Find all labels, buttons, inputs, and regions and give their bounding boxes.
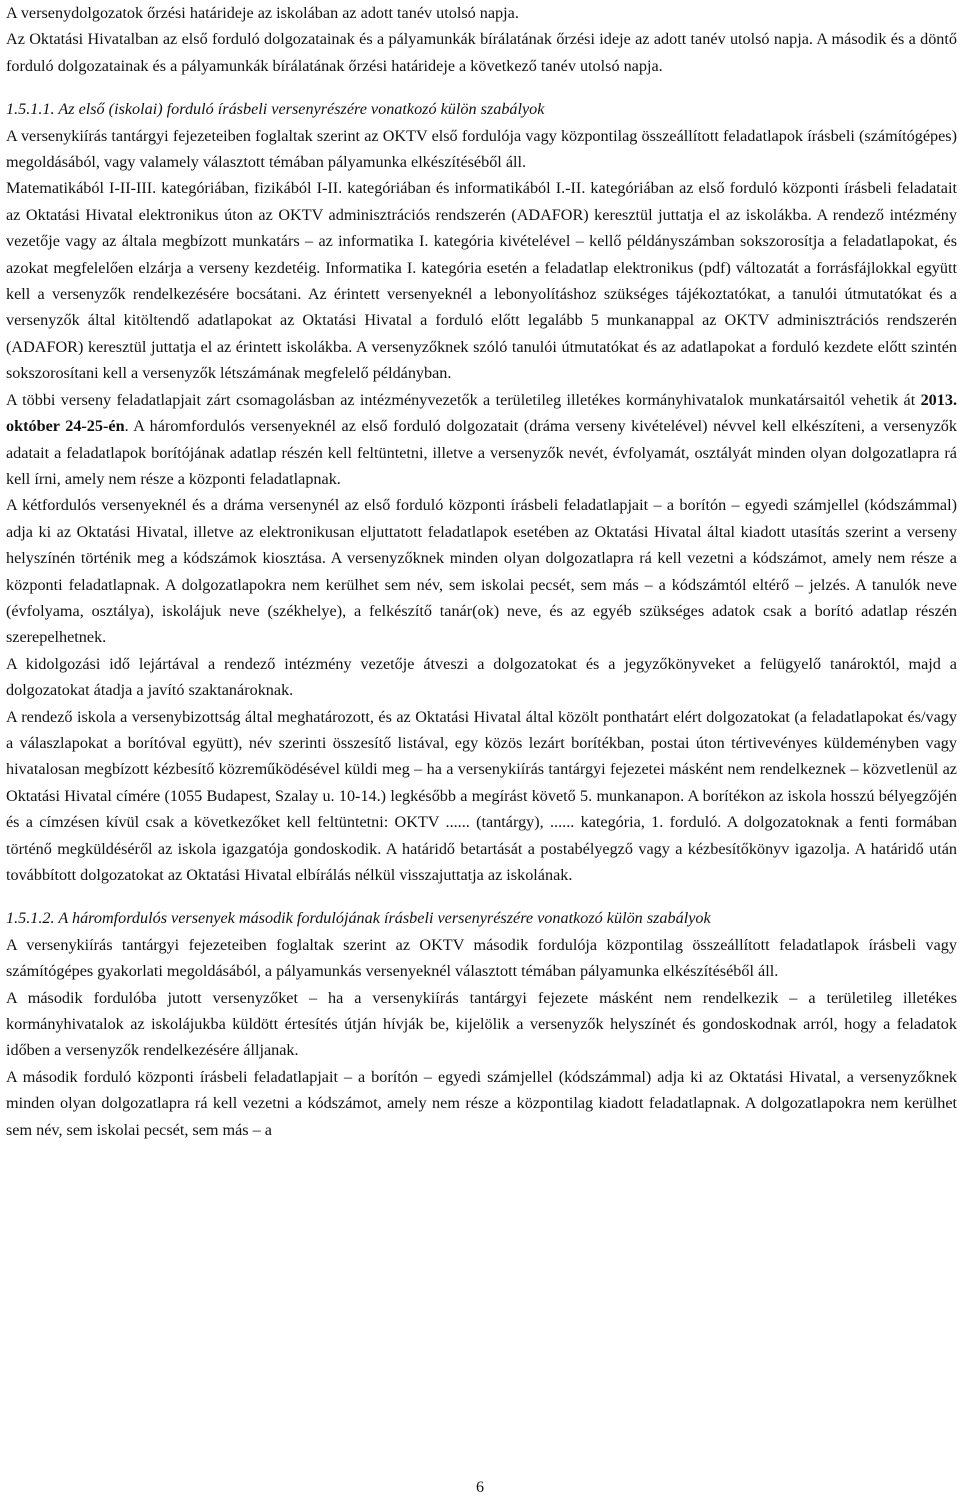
section-number: 1.5.1.2. <box>6 909 55 928</box>
paragraph-collection: A kidolgozási idő lejártával a rendező intézmény vezetője átveszi a dolgozatokat és a jegyzőkönyveket a felügyelő tanároktól, majd a dolgozatokat átadja a javító szaktanároknak. <box>6 654 957 700</box>
paragraph-second-round-invitation: A második fordulóba jutott versenyzőket – ha a versenykiírás tantárgyi fejezete másként nem rendelkezik – a területileg illetékes kormányhivatalok az iskolájukba küldött értesítés útján hívják be, kijelölik a versenyzők helyszínét és gondoskodnak arról, hogy a feladatok időben a versenyzők rendelkezésére álljanak. <box>6 988 957 1060</box>
deadline-date: 2013. október 24-25-én <box>6 390 957 436</box>
section-heading-1-5-1-2 <box>6 905 957 931</box>
section-heading-1-5-1-1 <box>6 96 957 122</box>
paragraph-second-round-format: A versenykiírás tantárgyi fejezeteiben foglaltak szerint az OKTV második fordulója központilag összeállított feladatlapok írásbeli vagy számítógépes gyakorlati megoldásából, a pályamunkás versenyeknél választott témában pályamunka elkészítéséből áll. <box>6 935 957 981</box>
paragraph-central-tasks: Matematikából I-II-III. kategóriában, fizikából I-II. kategóriában és informatikából I.-II. kategóriában az első forduló központi írásbeli feladatait az Oktatási Hivatal elektronikus úton az OKTV adminisztrációs rendszerén (ADAFOR) keresztül juttatja el az iskolákba. A rendező intézmény vezetője vagy az általa megbízott munkatárs – az informatika I. kategória kivételével – kellő példányszámban sokszorosítja a feladatlapokat, és azokat megfelelően elzárja a verseny kezdetéig. Informatika I. kategória esetén a feladatlap elektronikus (pdf) változatát a forrásfájlokkal együtt kell a versenyzők rendelkezésére bocsátani. Az érintett versenyeknél a lebonyolításhoz szükséges tájékoztatókat, a tanulói útmutatókat és a versenyzők által kitöltendő adatlapokat az Oktatási Hivatal a forduló előtt legalább 5 munkanappal az OKTV adminisztrációs rendszerén (ADAFOR) keresztül juttatja el az érintett iskolákba. A versenyzőknek szóló tanulói útmutatókat és az adatlapokat a forduló kezdete előtt szintén sokszorosítani kell a versenyzők létszámának megfelelő példányban. <box>6 179 957 383</box>
paragraph-other-competitions: A többi verseny feladatlapjait zárt csomagolásban az intézményvezetők a területileg illetékes kormányhivatalok munkatársaitól vehetik át 2013. október 24-25-én. A háromfordulós versenyeknél az első forduló dolgozatait (dráma verseny kivételével) névvel kell elkészíteni, a versenyzők adatait a feladatlapok borítójának adatlap részén kell feltüntetni, illetve a versenyzők nevét, évfolyamát, osztályát minden olyan dolgozatlapra rá kell írni, amely nem része a központi feladatlapnak. <box>6 390 957 488</box>
section-title: Az első (iskolai) forduló írásbeli versenyrészére vonatkozó külön szabályok <box>58 100 545 119</box>
paragraph-two-round-codes: A kétfordulós versenyeknél és a dráma versenynél az első forduló központi írásbeli feladatlapjait – a borítón – egyedi számjellel (kódszámmal) adja ki az Oktatási Hivatal, illetve az elektronikusan eljuttatott feladatlapok esetében az Oktatási Hivatal által kiadott utasítás szerint a verseny helyszínén történik meg a kódszámok kiosztása. A versenyzőknek minden olyan dolgozatlapra rá kell vezetni a kódszámot, amely nem része a központi feladatlapnak. A dolgozatlapokra nem kerülhet sem név, sem iskolai pecsét, sem más – a kódszámtól eltérő – jelzés. A tanulók neve (évfolyama, osztálya), iskolájuk neve (székhelye), a felkészítő tanár(ok) neve, és az egyéb szükséges adatok csak a borító adatlap részén szerepelhetnek. <box>6 496 957 647</box>
section-title: A háromfordulós versenyek második fordulójának írásbeli versenyrészére vonatkozó külön szabályok <box>58 909 711 928</box>
paragraph-sending-papers: A rendező iskola a versenybizottság által meghatározott, és az Oktatási Hivatal által közölt ponthatárt elért dolgozatokat (a feladatlapokat és/vagy a válaszlapokat a borítóval együtt), név szerinti összesítő listával, egy közös lezárt borítékban, postai úton tértivevényes küldeményben vagy hivatalosan megbízott kézbesítő közreműködésével küldi meg – ha a versenykiírás tantárgyi fejezetei másként nem rendelkeznek – közvetlenül az Oktatási Hivatal címére (1055 Budapest, Szalay u. 10-14.) legkésőbb a megírást követő 5. munkanapon. A borítékon az iskola hosszú bélyegzőjén és a címzésen kívül csak a következőket kell feltüntetni: OKTV ...... (tantárgy), ...... kategória, 1. forduló. A dolgozatoknak a fenti formában történő megküldéséről az iskola igazgatója gondoskodik. A határidő betartását a postabélyegző vagy a kézbesítőkönyv igazolja. A határidő után továbbított dolgozatokat az Oktatási Hivatal elbírálás nélkül visszajuttatja az iskolának. <box>6 707 957 884</box>
document-page <box>6 0 957 1143</box>
paragraph-second-round-codes: A második forduló központi írásbeli feladatlapjait – a borítón – egyedi számjellel (kódszámmal) adja ki az Oktatási Hivatal, a versenyzőknek minden olyan dolgozatlapra rá kell vezetni a kódszámot, amely nem része a központilag kiadott feladatlapnak. A dolgozatlapokra nem kerülhet sem név, sem iskolai pecsét, sem más – a <box>6 1067 957 1139</box>
paragraph-retention-office: Az Oktatási Hivatalban az első forduló dolgozatainak és a pályamunkák bírálatának őrzési ideje az adott tanév utolsó napja. A második és a döntő forduló dolgozatainak és a pályamunkák bírálatának őrzési határideje a következő tanév utolsó napja. <box>6 30 957 75</box>
paragraph-first-round-format: A versenykiírás tantárgyi fejezeteiben foglaltak szerint az OKTV első fordulója vagy központilag összeállított feladatlapok írásbeli (számítógépes) megoldásából, vagy valamely választott témában pályamunka elkészítéséből áll. <box>6 126 957 172</box>
paragraph-retention-school: A versenydolgozatok őrzési határideje az iskolában az adott tanév utolsó napja. <box>6 4 519 22</box>
page-number: 6 <box>476 1479 484 1496</box>
section-number: 1.5.1.1. <box>6 100 55 119</box>
